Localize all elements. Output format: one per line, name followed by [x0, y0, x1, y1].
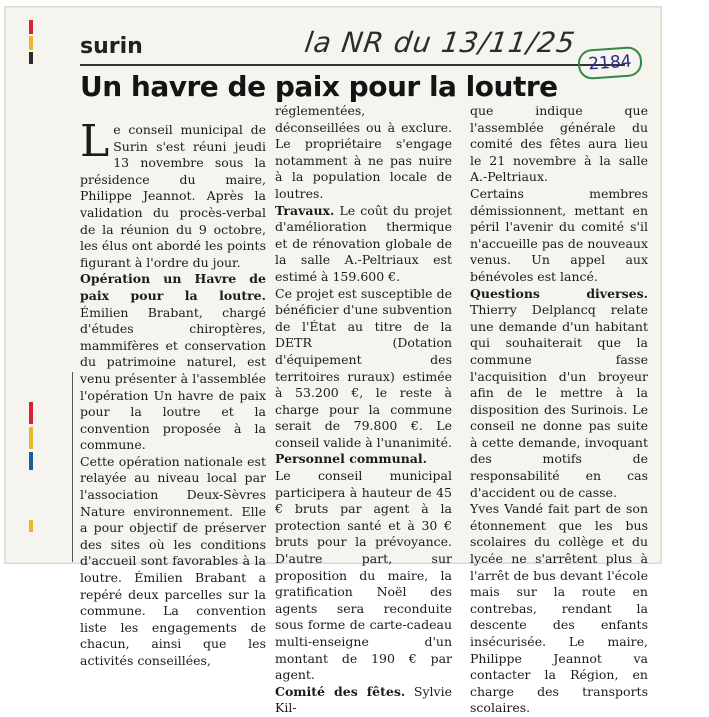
paragraph [275, 203, 452, 286]
paragraph-text: Ce projet est susceptible de bénéficier d'une subvention de l'État au titre de la DETR (Dotation d'équipement des territoires ruraux) estimée à 53.200 €, le reste à charge pour la commune serait de 79.800 €. Le conseil valide à l'unanimité. [275, 285, 452, 450]
paragraph [275, 451, 452, 468]
paragraph [275, 684, 452, 717]
subheading: Travaux. [275, 202, 335, 218]
article-column-1 [80, 116, 266, 670]
paragraph [470, 186, 648, 286]
marker-strip-red [29, 402, 33, 424]
subheading: Comité des fêtes. [275, 683, 406, 699]
paragraph-text: Cette opération nationale est relayée au niveau local par l'association Deux-Sèvres Nature environnement. Elle a pour objectif de préserver des sites où les conditions d'accueil sont favorables à la loutre. Émilien Brabant a repéré deux parcelles sur la commune. La convention liste les engagements de chacun, ainsi que les activités conseillées, [80, 453, 266, 668]
subheading: Opération un Havre de paix pour la loutre. [80, 271, 266, 303]
paragraph-text: Émilien Brabant, chargé d'études chiroptères, mammifères et conservation du patrimoine naturel, est venu présenter à l'assemblée l'opération Un havre de paix pour la loutre et la convention proposée à la commune. [80, 304, 266, 453]
paragraph-text: que indique que l'assemblée générale du comité des fêtes aura lieu le 21 novembre à la salle A.-Peltriaux. [470, 103, 648, 185]
paragraph-text: e conseil municipal de Surin s'est réuni jeudi 13 novembre sous la présidence du maire, Philippe Jeannot. Après la validation du procès-verbal de la réunion du 9 octobre, les élus ont abordé les points figurant à l'ordre du jour. [80, 122, 266, 270]
marker-strip-yellow [29, 520, 33, 532]
paragraph-text: Sylvie Kil- [275, 683, 452, 716]
paragraph [275, 103, 452, 203]
section-label: surin [80, 34, 143, 59]
paragraph [275, 286, 452, 452]
paragraph-text: Le conseil municipal participera à hauteur de 45 € bruts par agent à la protection santé et à 30 € bruts pour la prévoyance. D'autre part, sur proposition du maire, la gratification Noël des agents sera reconduite sous forme de carte-cadeau multi-enseigne d'un montant de 190 € par agent. [275, 468, 452, 683]
paragraph-text: Certains membres démissionnent, mettant en péril l'avenir du comité s'il n'accueille pas de nouveaux venus. Un appel aux bénévoles est lancé. [470, 185, 648, 284]
section-divider [80, 64, 625, 66]
paragraph [470, 103, 648, 186]
paragraph [80, 454, 266, 670]
paragraph [80, 271, 266, 454]
article-column-3 [470, 103, 648, 717]
paragraph [470, 501, 648, 717]
paragraph-text: Thierry Delplancq relate une demande d'un habitant qui souhaiterait que la commune fasse l'acquisition d'un broyeur afin de le mettre à la disposition des Surinois. Le conseil ne donne pas suite à cette demande, invoquant des motifs de responsabilité en cas d'accident ou de casse. [470, 302, 648, 500]
subheading: Questions diverses. [470, 285, 648, 301]
subheading: Personnel communal. [275, 451, 427, 467]
article-column-2 [275, 103, 452, 717]
marker-strip-red [29, 20, 33, 34]
handwritten-note: la NR du 13/11/25 [302, 26, 578, 59]
paragraph-text: réglementées, déconseillées ou à exclure. Le propriétaire s'engage notamment à ne pas nuire à la population locale de loutres. [275, 103, 452, 201]
reference-number-badge: 2184 [577, 46, 643, 80]
marker-strip-black [29, 52, 33, 64]
paragraph-text: Le coût du projet d'amélioration thermique et de rénovation globale de la salle A.-Peltriaux est estimé à 159.600 €. [275, 202, 452, 284]
marker-strip-yellow [29, 427, 33, 449]
marker-strip-blue [29, 452, 33, 470]
drop-cap: L [80, 116, 110, 167]
paragraph [80, 116, 266, 271]
paragraph [275, 468, 452, 684]
article-headline: Un havre de paix pour la loutre [80, 70, 558, 103]
paragraph [470, 286, 648, 502]
marker-strip-yellow [29, 36, 33, 50]
paragraph-text: Yves Vandé fait part de son étonnement que les bus scolaires du collège et du lycée ne s'arrêtent plus à l'arrêt de bus devant l'école mais sur la route en contrebas, rendant la descente des enfants insécurisée. Le maire, Philippe Jeannot va contacter la Région, en charge des transports scolaires. [470, 501, 648, 716]
